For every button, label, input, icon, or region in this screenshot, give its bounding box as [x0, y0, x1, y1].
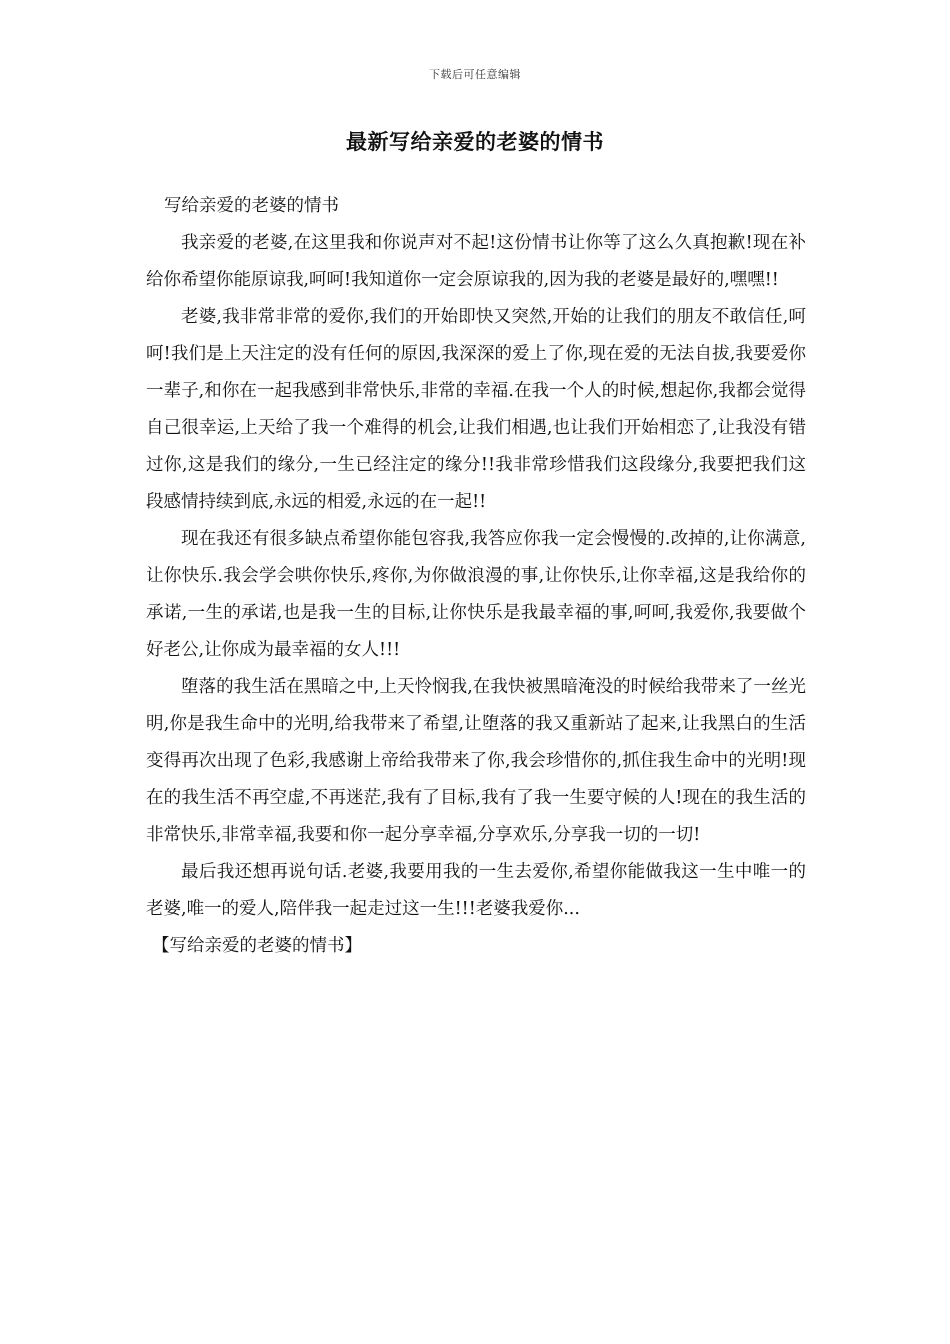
document-title: 最新写给亲爱的老婆的情书	[346, 129, 604, 154]
paragraph-3: 现在我还有很多缺点希望你能包容我,我答应你我一定会慢慢的.改掉的,让你满意,让你快乐.我会学会哄你快乐,疼你,为你做浪漫的事,让你快乐,让你幸福,这是我给你的承诺,一生的承诺,也是我一生的目标,让你快乐是我最幸福的事,呵呵,我爱你,我要做个好老公,让你成为最幸福的女人!!!	[146, 529, 806, 660]
footer-tag: 【写给亲爱的老婆的情书】	[152, 936, 362, 956]
header-note: 下载后可任意编辑	[429, 68, 521, 81]
paragraph-2: 老婆,我非常非常的爱你,我们的开始即快又突然,开始的让我们的朋友不敢信任,呵呵!我们是上天注定的没有任何的原因,我深深的爱上了你,现在爱的无法自拔,我要爱你一辈子,和你在一起我感到非常快乐,非常的幸福.在我一个人的时候,想起你,我都会觉得自己很幸运,上天给了我一个难得的机会,让我们相遇,也让我们开始相恋了,让我没有错过你,这是我们的缘分,一生已经注定的缘分!!我非常珍惜我们这段缘分,我要把我们这段感情持续到底,永远的相爱,永远的在一起!!	[146, 307, 806, 512]
paragraph-5: 最后我还想再说句话.老婆,我要用我的一生去爱你,希望你能做我这一生中唯一的老婆,唯一的爱人,陪伴我一起走过这一生!!!老婆我爱你...	[146, 862, 806, 919]
document-subtitle: 写给亲爱的老婆的情书	[164, 196, 339, 216]
document-body	[146, 188, 806, 965]
paragraph-4: 堕落的我生活在黑暗之中,上天怜悯我,在我快被黑暗淹没的时候给我带来了一丝光明,你是我生命中的光明,给我带来了希望,让堕落的我又重新站了起来,让我黑白的生活变得再次出现了色彩,我感谢上帝给我带来了你,我会珍惜你的,抓住我生命中的光明!现在的我生活不再空虚,不再迷茫,我有了目标,我有了我一生要守候的人!现在的我生活的非常快乐,非常幸福,我要和你一起分享幸福,分享欢乐,分享我一切的一切!	[146, 677, 806, 845]
paragraph-1: 我亲爱的老婆,在这里我和你说声对不起!这份情书让你等了这么久真抱歉!现在补给你希望你能原谅我,呵呵!我知道你一定会原谅我的,因为我的老婆是最好的,嘿嘿!!	[146, 233, 806, 290]
